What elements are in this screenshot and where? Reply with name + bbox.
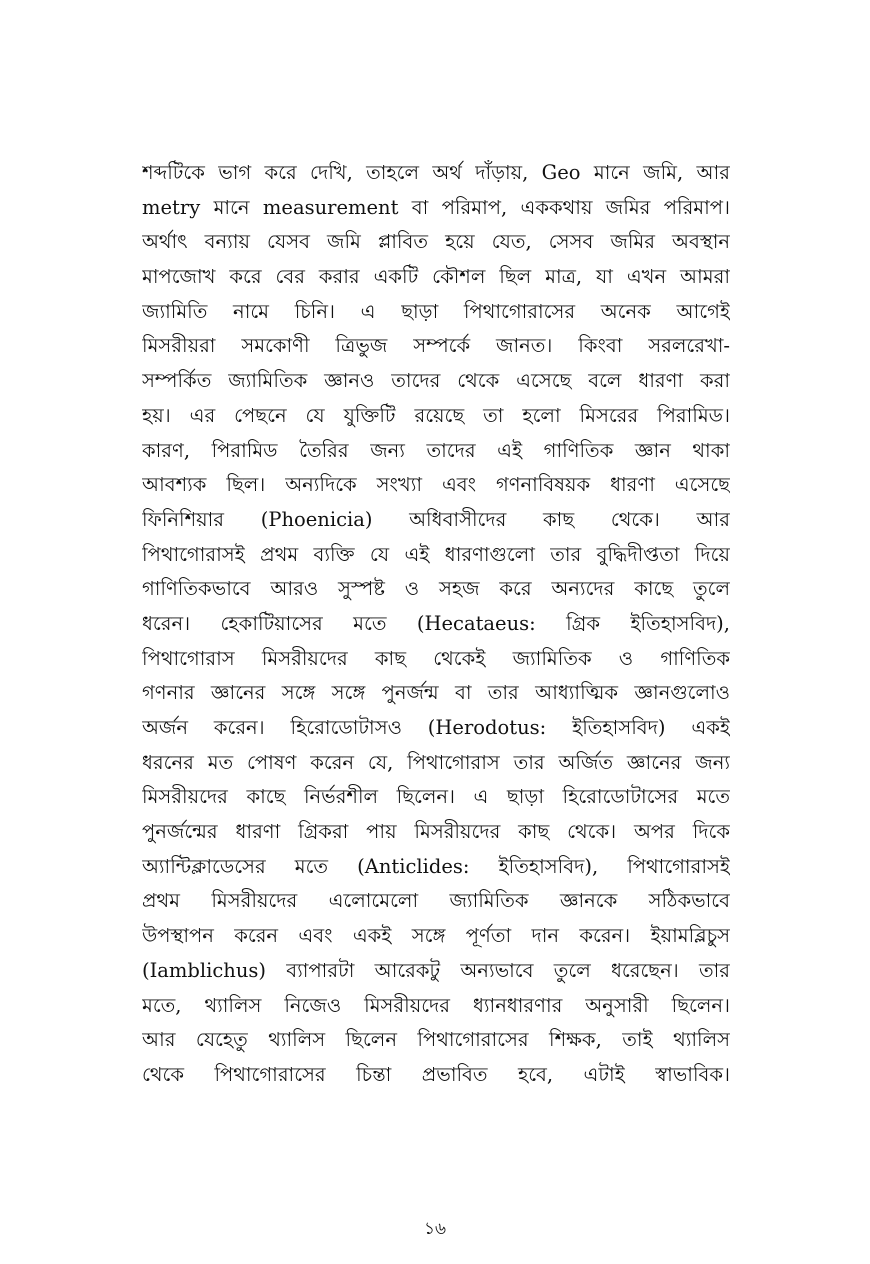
text-line: অর্থাৎ বন্যায় যেসব জমি প্লাবিত হয়ে যেত, সেসব জমির অবস্থান	[142, 230, 730, 254]
text-line: অর্জন করেন। হিরোডোটাসও (Herodotus: ইতিহাসবিদ) একই	[142, 716, 730, 739]
text-line: হয়। এর পেছনে যে যুক্তিটি রয়েছে তা হলো মিসরের পিরামিড।	[142, 403, 730, 427]
text-line: ধরেন। হেকাটিয়াসের মতে (Hecataeus: গ্রিক ইতিহাসবিদ),	[142, 611, 730, 635]
text-line: মিসরীয়রা সমকোণী ত্রিভুজ সম্পর্কে জানত। কিংবা সরলরেখা-	[142, 334, 730, 358]
text-line: সম্পর্কিত জ্যামিতিক জ্ঞানও তাদের থেকে এসেছে বলে ধারণা করা	[142, 369, 730, 393]
text-line: গাণিতিকভাবে আরও সুস্পষ্ট ও সহজ করে অন্যদের কাছে তুলে	[142, 577, 730, 601]
text-line: থেকে পিথাগোরাসের চিন্তা প্রভাবিত হবে, এটাই স্বাভাবিক।	[142, 1062, 730, 1086]
text-line: মিসরীয়দের কাছে নির্ভরশীল ছিলেন। এ ছাড়া হিরোডোটাসের মতে	[142, 785, 730, 809]
text-line: (Iamblichus) ব্যাপারটা আরেকটু অন্যভাবে তুলে ধরেছেন। তার	[142, 958, 730, 982]
text-line: আর যেহেতু থ্যালিস ছিলেন পিথাগোরাসের শিক্ষক, তাই থ্যালিস	[142, 1028, 730, 1052]
text-line: গণনার জ্ঞানের সঙ্গে সঙ্গে পুনর্জন্ম বা তার আধ্যাত্মিক জ্ঞানগুলোও	[142, 681, 730, 705]
text-line: কারণ, পিরামিড তৈরির জন্য তাদের এই গাণিতিক জ্ঞান থাকা	[142, 438, 730, 462]
text-line: metry মানে measurement বা পরিমাপ, এককথায় জমির পরিমাপ।	[142, 195, 730, 219]
text-line: আবশ্যক ছিল। অন্যদিকে সংখ্যা এবং গণনাবিষয়ক ধারণা এসেছে	[142, 473, 730, 497]
page-number: ১৬	[423, 1219, 447, 1239]
text-line: মতে, থ্যালিস নিজেও মিসরীয়দের ধ্যানধারণার অনুসারী ছিলেন।	[142, 993, 730, 1017]
text-line: মাপজোখ করে বের করার একটি কৌশল ছিল মাত্র, যা এখন আমরা	[142, 265, 730, 289]
text-line: জ্যামিতি নামে চিনি। এ ছাড়া পিথাগোরাসের অনেক আগেই	[142, 299, 730, 323]
text-line: শব্দটিকে ভাগ করে দেখি, তাহলে অর্থ দাঁড়ায়, Geo মানে জমি, আর	[142, 161, 730, 184]
text-line: অ্যান্টিক্লাডেসের মতে (Anticlides: ইতিহাসবিদ), পিথাগোরাসই	[142, 854, 730, 878]
text-line: প্রথম মিসরীয়দের এলোমেলো জ্যামিতিক জ্ঞানকে সঠিকভাবে	[142, 889, 730, 913]
body-paragraph	[142, 156, 730, 1093]
text-line: পিথাগোরাসই প্রথম ব্যক্তি যে এই ধারণাগুলো তার বুদ্ধিদীপ্ততা দিয়ে	[142, 542, 730, 566]
text-line: ফিনিশিয়ার (Phoenicia) অধিবাসীদের কাছ থেকে। আর	[142, 507, 730, 531]
text-line: পিথাগোরাস মিসরীয়দের কাছ থেকেই জ্যামিতিক ও গাণিতিক	[142, 646, 730, 670]
text-line: ধরনের মত পোষণ করেন যে, পিথাগোরাস তার অর্জিত জ্ঞানের জন্য	[142, 750, 730, 774]
text-line: উপস্থাপন করেন এবং একই সঙ্গে পূর্ণতা দান করেন। ইয়ামব্লিচুস	[142, 924, 730, 948]
text-line: পুনর্জন্মের ধারণা গ্রিকরা পায় মিসরীয়দের কাছ থেকে। অপর দিকে	[142, 820, 730, 844]
